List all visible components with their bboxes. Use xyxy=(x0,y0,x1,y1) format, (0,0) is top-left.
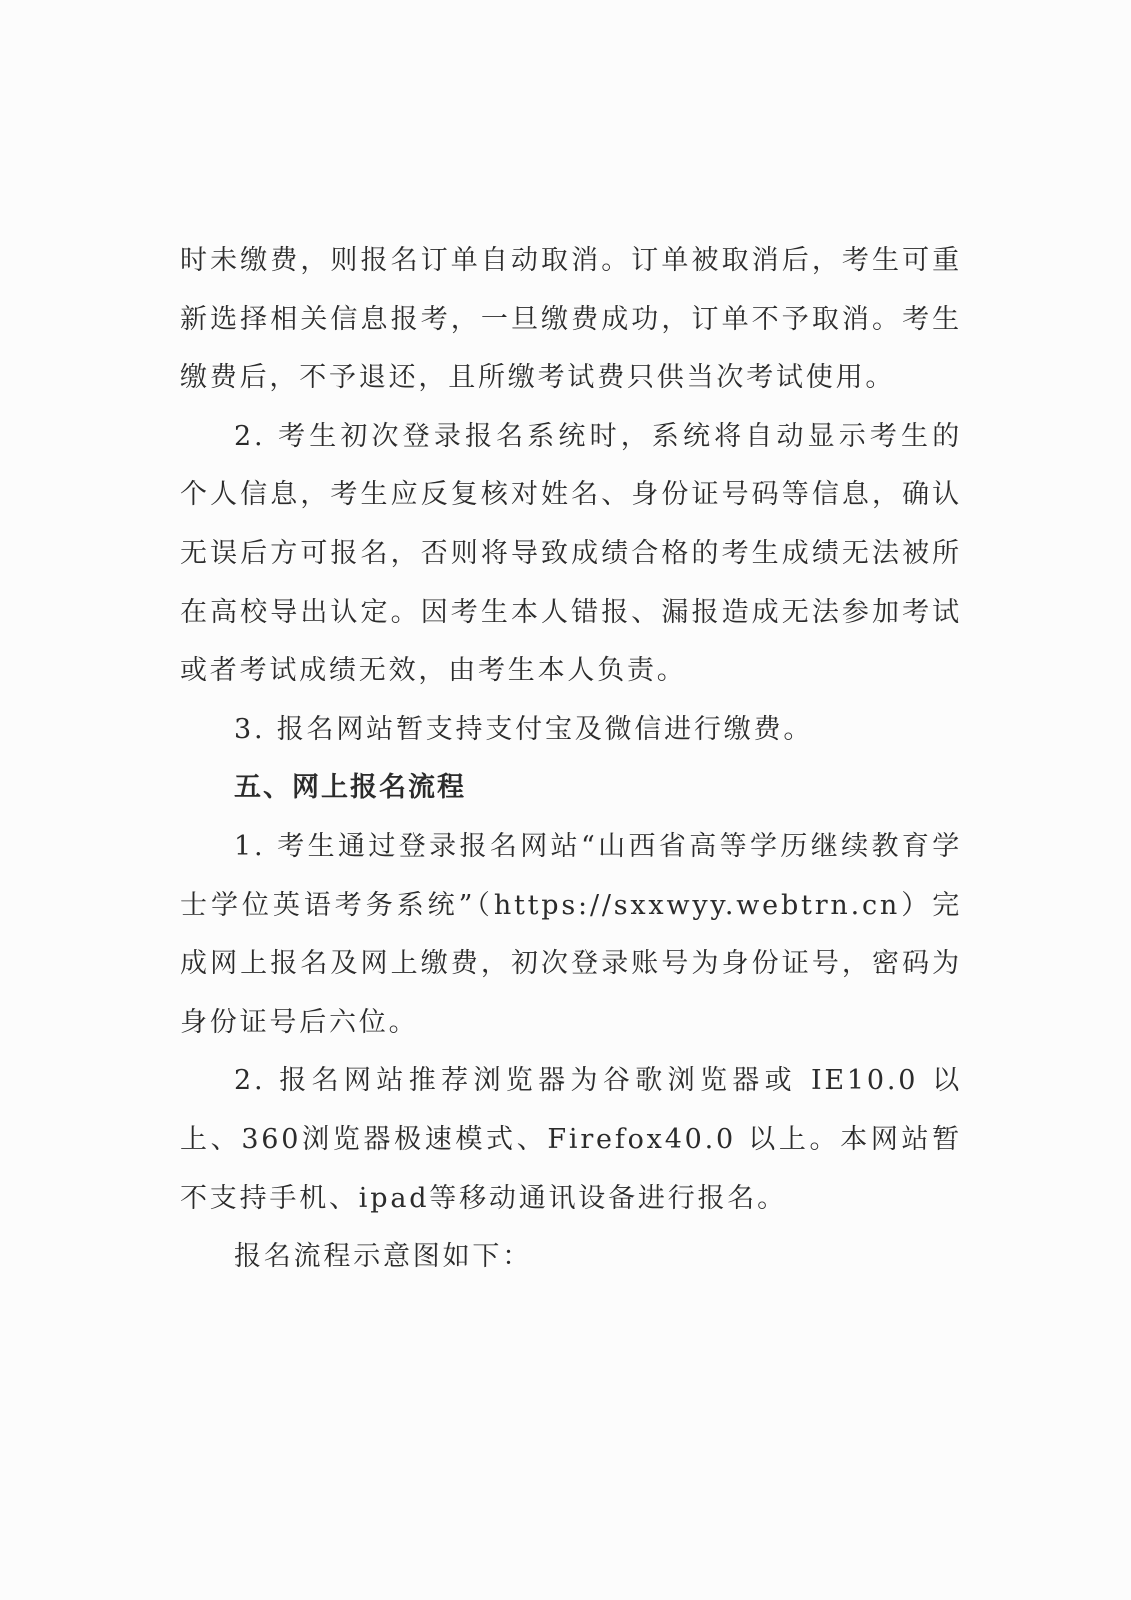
paragraph-section5-item-2: 2. 报名网站推荐浏览器为谷歌浏览器或 IE10.0 以上、360浏览器极速模式、Firefox40.0 以上。本网站暂不支持手机、ipad等移动通讯设备进行报名。 xyxy=(180,1065,962,1214)
section-heading-5: 五、网上报名流程 xyxy=(234,772,466,804)
paragraph-item-3: 3. 报名网站暂支持支付宝及微信进行缴费。 xyxy=(234,713,814,745)
paragraph-flow-intro: 报名流程示意图如下： xyxy=(234,1241,532,1273)
paragraph-section5-item-1: 1. 考生通过登录报名网站“山西省高等学历继续教育学士学位英语考务系统”（https://sxxwyy.webtrn.cn）完成网上报名及网上缴费，初次登录账号为身份证号，密码为身份证号后六位。 xyxy=(180,830,962,1038)
paragraph-item-2: 2. 考生初次登录报名系统时，系统将自动显示考生的个人信息，考生应反复核对姓名、身份证号码等信息，确认无误后方可报名，否则将导致成绩合格的考生成绩无法被所在高校导出认定。因考生本人错报、漏报造成无法参加考试或者考试成绩无效，由考生本人负责。 xyxy=(180,420,962,687)
paragraph-continuation: 时未缴费，则报名订单自动取消。订单被取消后，考生可重新选择相关信息报考，一旦缴费成功，订单不予取消。考生缴费后，不予退还，且所缴考试费只供当次考试使用。 xyxy=(180,245,962,394)
document-body xyxy=(180,232,962,1287)
